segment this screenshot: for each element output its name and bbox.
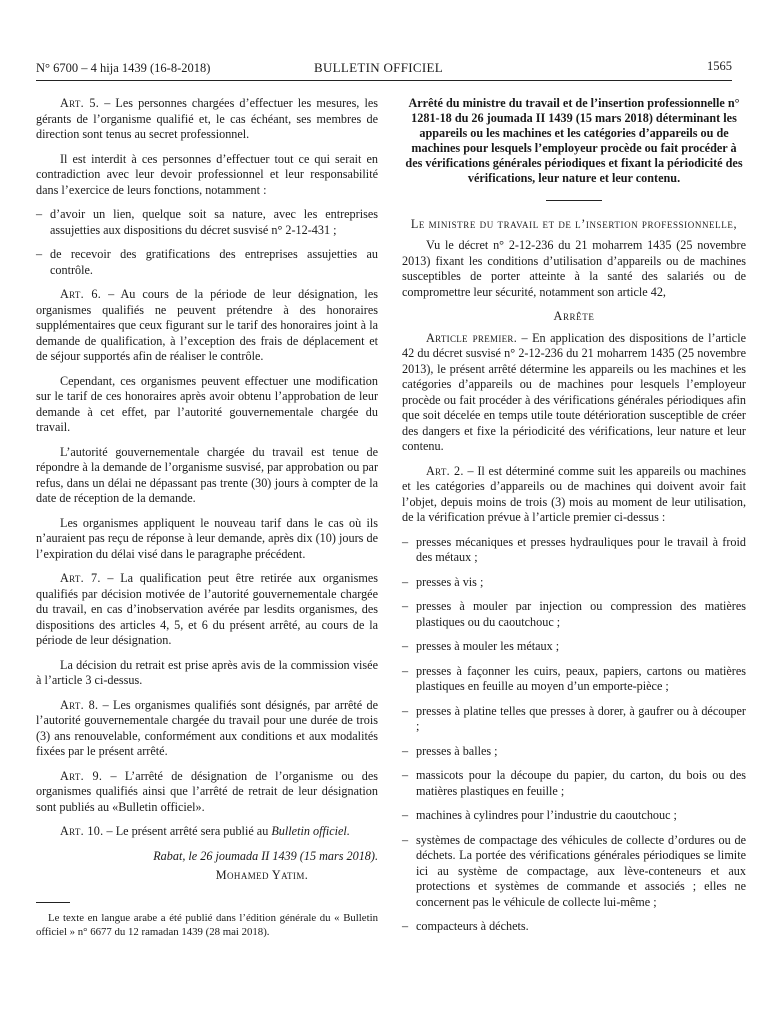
equipment-item: – presses à mouler les métaux ; [402,639,560,653]
equipment-item: – presses à mouler par injection ou compression des matières plastiques ou du caoutchouc ; [402,599,746,629]
equipment-item-text: machines à cylindres pour l’industrie du caoutchouc ; [416,808,677,822]
equipment-item-text: compacteurs à déchets. [416,919,529,933]
article-9 [36,769,378,816]
article-label: Art. 8. [60,697,99,712]
paragraph: Les organismes appliquent le nouveau tarif dans le cas où ils n’auraient pas reçu de réponse à leur demande, après dix (10) jours de l’expiration du délai visé dans le paragraphe précédent. [36,515,378,561]
paragraph: Cependant, ces organismes peuvent effectuer une modification sur le tarif de ces honoraires après avoir obtenu l’approbation de leur demande à cet effet, par l’autorité gouvernementale chargée du travail. [36,373,378,434]
equipment-item: – presses à vis ; [402,574,484,589]
article-label: Art. 2. [426,463,464,478]
article-text: – Les organismes qualifiés sont désignés, par arrêté de l’autorité gouvernementale chargée du travail pour une durée de trois (3) ans renouvelable, conformément aux conditions et aux modalités fixées par le présent arrêté. [36,697,378,758]
signatory: Mohamed Yatim. [215,868,309,882]
article-label: Art. 10. [60,824,104,838]
equipment-item: – presses à balles ; [402,743,498,758]
article-6 [36,287,378,365]
equipment-item: – systèmes de compactage des véhicules de collecte d’ordures ou de déchets. La portée des vérifications générales périodiques se limite ici au système de compactage, aux lève-conteneurs et aux protections et systèmes de commande et associés ; elles ne concernent pas le véhicule de collecte lui-même ; [402,832,746,909]
separator-rule [546,200,602,201]
article-premier [402,331,746,455]
article-text: – Il est déterminé comme suit les appareils ou machines et les catégories d’appareils ou de machines qui doivent avoir fait l’objet, depuis moins de trois (3) mois au moment de leur utilisation, de la vérification prévue à l’article premier ci-dessus : [402,463,746,524]
article-label: Art. 6. [60,287,102,301]
minister-heading: Le ministre du travail et de l’insertion professionnelle, [410,217,738,231]
equipment-item: – machines à cylindres pour l’industrie du caoutchouc ; [402,808,677,822]
footnote: Le texte en langue arabe a été publié dans l’édition générale du « Bulletin officiel » n° 6677 du 12 ramadan 1439 (28 mai 2018). [36,911,378,938]
page-header [36,58,732,78]
article-label: Art. 5. [60,96,100,110]
equipment-item-text: presses à mouler les métaux ; [416,639,560,653]
article-8 [36,698,378,760]
equipment-item-text: presses mécaniques et presses hydrauliques pour le travail à froid des métaux ; [416,534,746,564]
article-10 [36,824,378,840]
page-number: 1565 [707,59,732,73]
decree-title: Arrêté du ministre du travail et de l’insertion professionnelle n° 1281-18 du 26 joumada II 1439 (15 mars 2018) déterminant les appareils ou les machines et les catégories d’appareils ou de machines pour lesquels l’employeur procède ou fait procéder à des vérifications générales périodiques et fixant la périodicité des vérifications, leur nature et leur contenu. [405,96,743,185]
equipment-item-text: presses à balles ; [416,743,498,758]
vu-paragraph: Vu le décret n° 2-12-236 du 21 moharrem 1435 (25 novembre 2013) fixant les conditions d’utilisation d’appareils ou de machines susceptibles de porter atteinte à la santé des salariés ou de compromettre leur sécurité, notamment son article 42, [402,238,746,299]
equipment-item-text: presses à vis ; [416,574,484,589]
footnote-rule [36,902,70,903]
header-rule [36,80,732,81]
dash-item: – de recevoir des gratifications des entreprises assujetties au contrôle. [36,247,378,277]
article-text: – Les personnes chargées d’effectuer les mesures, les gérants de l’organisme qualifié et, le cas échéant, ses membres de direction sont tenus au secret professionnel. [36,96,378,141]
equipment-item: – presses à façonner les cuirs, peaux, papiers, cartons ou matières plastiques en feuille au moyen d’un emporte-pièce ; [402,663,746,693]
bulletin-reference: Bulletin officiel. [271,824,350,838]
dash-item-text: d’avoir un lien, quelque soit sa nature, avec les entreprises assujetties aux dispositions du décret susvisé n° 2-12-431 ; [50,207,378,237]
paragraph: Il est interdit à ces personnes d’effectuer tout ce qui serait en contradiction avec leur devoir professionnel et leur responsabilité dans l’exercice de leurs fonctions, notamment : [36,151,378,197]
issue-number: N° 6700 – 4 hija 1439 (16-8-2018) [36,61,211,75]
paragraph: La décision du retrait est prise après avis de la commission visée à l’article 3 ci-dessus. [36,657,378,687]
equipment-item-text: massicots pour la découpe du papier, du carton, du bois ou des matières plastiques en feuille ; [416,768,746,798]
equipment-item-text: presses à platine telles que presses à dorer, à gaufrer ou à découper ; [416,703,746,733]
article-5 [36,96,378,143]
article-label: Art. 9. [60,768,103,783]
article-text: – Le présent arrêté sera publié au [103,824,272,838]
equipment-item: – compacteurs à déchets. [402,919,529,933]
article-text: – La qualification peut être retirée aux organismes qualifiés par décision motivée de l’autorité gouvernementale chargée du travail, en cas d’inobservation avérée par lesdits organismes, des dispositions des articles 4, 5, et 6 du présent arrêté, au cours de la période de leur désignation. [36,571,378,647]
equipment-item: – presses à platine telles que presses à dorer, à gaufrer ou à découper ; [402,703,746,733]
equipment-item-text: presses à mouler par injection ou compression des matières plastiques ou du caoutchouc ; [416,599,746,629]
right-column [402,96,746,944]
paragraph: L’autorité gouvernementale chargée du travail est tenue de répondre à la demande de l’organisme susvisé, par approbation ou par refus, dans un délai ne dépassant pas trente (30) jours à compter de la date de réception de la demande. [36,444,378,505]
arrete-heading: Arrête [553,309,595,323]
place-date: Rabat, le 26 joumada II 1439 (15 mars 2018). [153,848,378,863]
article-text: – Au cours de la période de leur désignation, les organismes qualifiés ne peuvent prétendre à des honoraires supplémentaires que ceux figurant sur le tarif des honoraires joint à la demande de qualification, à l’exception des frais de déplacement et de séjour supportés afin de réaliser le contrôle. [36,287,378,363]
left-column [36,96,378,939]
equipment-item: – presses mécaniques et presses hydrauliques pour le travail à froid des métaux ; [402,534,746,564]
article-label: Art. 7. [60,571,101,585]
article-label: Article premier. [426,330,518,345]
equipment-item-text: presses à façonner les cuirs, peaux, papiers, cartons ou matières plastiques en feuille au moyen d’un emporte-pièce ; [416,663,746,693]
article-7 [36,571,378,649]
equipment-item: – massicots pour la découpe du papier, du carton, du bois ou des matières plastiques en feuille ; [402,768,746,798]
publication-title: BULLETIN OFFICIEL [314,60,443,75]
article-text: – L’arrêté de désignation de l’organisme ou des organismes qualifiés ainsi que l’arrêté de retrait de leur désignation sont publiés au «Bulletin officiel». [36,768,378,814]
dash-item: – d’avoir un lien, quelque soit sa nature, avec les entreprises assujetties aux dispositions du décret susvisé n° 2-12-431 ; [36,207,378,237]
dash-item-text: de recevoir des gratifications des entreprises assujetties au contrôle. [50,247,378,277]
article-2 [402,464,746,526]
article-text: – En application des dispositions de l’article 42 du décret susvisé n° 2-12-236 du 21 moharrem 1435 (25 novembre 2013), le présent arrêté détermine les appareils ou les machines et les catégories d’appareils ou de machines pour lesquels l’employeur procède ou fait procéder à des vérifications générales périodiques afin que soit décelée en temps utile toute détérioration susceptible de créer des dangers et fixe la périodicité des vérifications, leur nature et leur contenu. [402,330,746,453]
equipment-item-text: systèmes de compactage des véhicules de collecte d’ordures ou de déchets. La portée des vérifications générales périodiques se limite ici au système de compactage, aux lève-conteneurs et aux protections et systèmes de commande et associés ; elles ne concernent pas le véhicule de collecte lui-même ; [416,832,746,909]
